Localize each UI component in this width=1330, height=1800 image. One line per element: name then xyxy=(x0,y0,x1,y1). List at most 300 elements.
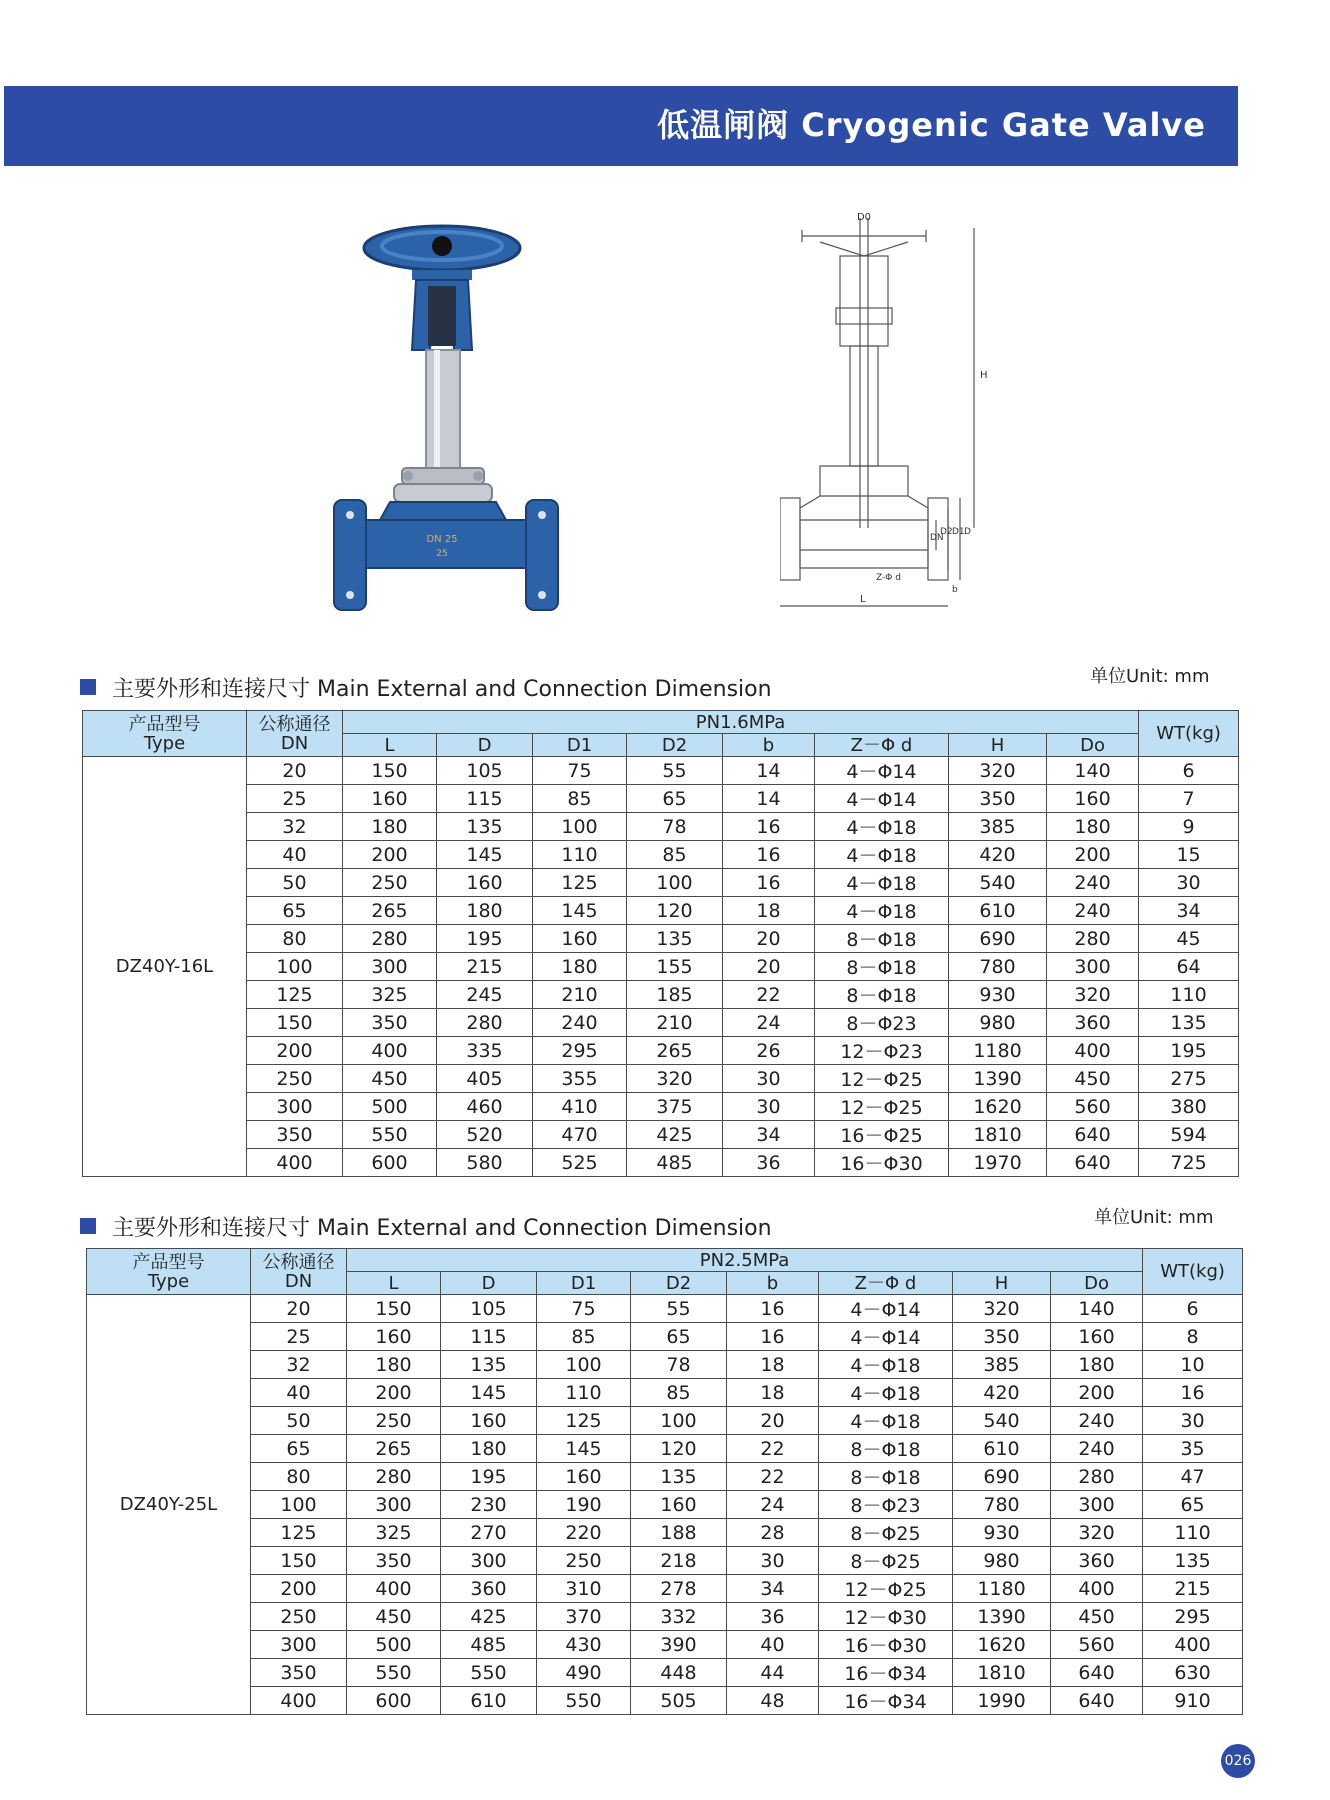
table-cell: 44 xyxy=(727,1659,819,1687)
table-cell: 64 xyxy=(1139,953,1239,981)
table-cell: 18 xyxy=(723,897,815,925)
table-cell: 4－Φ18 xyxy=(819,1407,953,1435)
table-cell: 320 xyxy=(627,1065,723,1093)
table-cell: 180 xyxy=(1047,813,1139,841)
header-d: D xyxy=(437,734,533,757)
table-cell: 725 xyxy=(1139,1149,1239,1177)
table-cell: 385 xyxy=(953,1351,1051,1379)
header-d1: D1 xyxy=(537,1272,631,1295)
table-cell: 250 xyxy=(537,1547,631,1575)
table-cell: 180 xyxy=(343,813,437,841)
table-cell: 135 xyxy=(631,1463,727,1491)
header-b: b xyxy=(727,1272,819,1295)
table-cell: 550 xyxy=(441,1659,537,1687)
table-cell: 22 xyxy=(723,981,815,1009)
table-cell: 300 xyxy=(347,1491,441,1519)
table-row xyxy=(87,1687,1243,1715)
table-cell: 400 xyxy=(1051,1575,1143,1603)
table-cell: 188 xyxy=(631,1519,727,1547)
table-cell: 65 xyxy=(247,897,343,925)
table-cell: 980 xyxy=(953,1547,1051,1575)
section-heading-pn25 xyxy=(80,1209,772,1243)
table-row xyxy=(83,1065,1239,1093)
table-cell: 980 xyxy=(949,1009,1047,1037)
table-cell: 24 xyxy=(727,1491,819,1519)
table-row xyxy=(83,841,1239,869)
unit-label-pn25: 单位Unit: mm xyxy=(1094,1207,1214,1228)
table-cell: 4－Φ18 xyxy=(815,897,949,925)
table-cell: 8－Φ18 xyxy=(819,1463,953,1491)
table-cell: 4－Φ18 xyxy=(819,1351,953,1379)
table-cell: 8 xyxy=(1143,1323,1243,1351)
header-l: L xyxy=(343,734,437,757)
table-cell: 20 xyxy=(727,1407,819,1435)
table-cell: 220 xyxy=(537,1519,631,1547)
header-do: Do xyxy=(1051,1272,1143,1295)
table-cell: 100 xyxy=(627,869,723,897)
table-cell: 8－Φ23 xyxy=(815,1009,949,1037)
table-cell: 505 xyxy=(631,1687,727,1715)
table-row xyxy=(87,1435,1243,1463)
table-cell: 20 xyxy=(723,925,815,953)
body-marking-dn: DN 25 xyxy=(426,534,458,545)
header-weight: WT(kg) xyxy=(1143,1249,1243,1295)
table-cell: 280 xyxy=(1051,1463,1143,1491)
table-cell: 28 xyxy=(727,1519,819,1547)
table-cell: 26 xyxy=(723,1037,815,1065)
table-cell: 16－Φ25 xyxy=(815,1121,949,1149)
table-cell: 332 xyxy=(631,1603,727,1631)
table-cell: 580 xyxy=(437,1149,533,1177)
table-cell: 110 xyxy=(1139,981,1239,1009)
table-cell: 250 xyxy=(343,869,437,897)
table-cell: 16－Φ30 xyxy=(819,1631,953,1659)
table-cell: 280 xyxy=(437,1009,533,1037)
table-cell: 485 xyxy=(627,1149,723,1177)
table-cell: 105 xyxy=(437,757,533,785)
table-cell: 325 xyxy=(343,981,437,1009)
table-cell: 40 xyxy=(251,1379,347,1407)
header-weight: WT(kg) xyxy=(1139,711,1239,757)
table-cell: 1970 xyxy=(949,1149,1047,1177)
header-pressure: PN1.6MPa xyxy=(343,711,1139,734)
table-cell: 12－Φ25 xyxy=(815,1065,949,1093)
table-cell: 265 xyxy=(627,1037,723,1065)
table-row xyxy=(87,1547,1243,1575)
table-row xyxy=(83,953,1239,981)
table-cell: 10 xyxy=(1143,1351,1243,1379)
table-cell: 240 xyxy=(1051,1435,1143,1463)
table-cell: 100 xyxy=(251,1491,347,1519)
valve-photo xyxy=(330,220,580,630)
table-cell: 180 xyxy=(347,1351,441,1379)
table-cell: 594 xyxy=(1139,1121,1239,1149)
table-cell: 385 xyxy=(949,813,1047,841)
table-cell: 210 xyxy=(627,1009,723,1037)
table-cell: 600 xyxy=(347,1687,441,1715)
table-cell: 30 xyxy=(723,1065,815,1093)
table-cell: 16 xyxy=(723,841,815,869)
table-cell: 50 xyxy=(251,1407,347,1435)
table-cell: 150 xyxy=(343,757,437,785)
table-cell: 135 xyxy=(1143,1547,1243,1575)
table-cell: 405 xyxy=(437,1065,533,1093)
table-cell: 125 xyxy=(537,1407,631,1435)
table-cell: 85 xyxy=(631,1379,727,1407)
label-d1: D1 xyxy=(952,527,965,537)
table-cell: 12－Φ30 xyxy=(819,1603,953,1631)
table-cell: 295 xyxy=(1143,1603,1243,1631)
dimension-table-pn25 xyxy=(86,1248,1243,1715)
table-cell: 160 xyxy=(533,925,627,953)
table-cell: 16 xyxy=(723,813,815,841)
table-cell: 320 xyxy=(1047,981,1139,1009)
table-row xyxy=(83,785,1239,813)
bullet-square-icon xyxy=(80,679,96,695)
table-cell: 160 xyxy=(347,1323,441,1351)
header-dn: 公称通径 DN xyxy=(251,1249,347,1295)
table-row xyxy=(83,813,1239,841)
table-cell: 200 xyxy=(347,1379,441,1407)
table-cell: 430 xyxy=(537,1631,631,1659)
table-cell: 230 xyxy=(441,1491,537,1519)
table-cell: 16－Φ34 xyxy=(819,1659,953,1687)
table-cell: 1180 xyxy=(949,1037,1047,1065)
table-cell: 16 xyxy=(727,1323,819,1351)
table-cell: 360 xyxy=(441,1575,537,1603)
header-d2: D2 xyxy=(627,734,723,757)
table-cell: 1620 xyxy=(953,1631,1051,1659)
table-row xyxy=(83,1093,1239,1121)
table-row xyxy=(87,1575,1243,1603)
table-cell: 135 xyxy=(441,1351,537,1379)
table-cell: 12－Φ25 xyxy=(815,1093,949,1121)
table-cell: 4－Φ14 xyxy=(819,1323,953,1351)
label-d2: D2 xyxy=(940,527,953,537)
table-cell: 640 xyxy=(1047,1149,1139,1177)
table-cell: 400 xyxy=(343,1037,437,1065)
table-cell: 16 xyxy=(727,1295,819,1323)
table-cell: 350 xyxy=(949,785,1047,813)
table-cell: 120 xyxy=(631,1435,727,1463)
table-cell: 24 xyxy=(723,1009,815,1037)
table-cell: 560 xyxy=(1051,1631,1143,1659)
table-cell: 450 xyxy=(1047,1065,1139,1093)
table-cell: 25 xyxy=(251,1323,347,1351)
table-cell: 160 xyxy=(441,1407,537,1435)
table-row xyxy=(87,1659,1243,1687)
table-cell: 14 xyxy=(723,757,815,785)
table-cell: 280 xyxy=(343,925,437,953)
table-cell: 110 xyxy=(537,1379,631,1407)
table-cell: 160 xyxy=(437,869,533,897)
header-pressure: PN2.5MPa xyxy=(347,1249,1143,1272)
table-cell: 250 xyxy=(347,1407,441,1435)
table-cell: 150 xyxy=(347,1295,441,1323)
table-cell: 265 xyxy=(343,897,437,925)
table-cell: 200 xyxy=(343,841,437,869)
table-cell: 550 xyxy=(347,1659,441,1687)
table-cell: 34 xyxy=(1139,897,1239,925)
table-cell: 300 xyxy=(343,953,437,981)
table-cell: 490 xyxy=(537,1659,631,1687)
table-cell: 4－Φ18 xyxy=(815,841,949,869)
table-cell: 210 xyxy=(533,981,627,1009)
table-cell: 180 xyxy=(441,1435,537,1463)
table-cell: 110 xyxy=(1143,1519,1243,1547)
table-row xyxy=(87,1379,1243,1407)
label-d0: D0 xyxy=(856,212,872,223)
table-cell: 280 xyxy=(347,1463,441,1491)
table-cell: 47 xyxy=(1143,1463,1243,1491)
table-cell: 125 xyxy=(247,981,343,1009)
table-cell: 250 xyxy=(251,1603,347,1631)
table-row xyxy=(83,1037,1239,1065)
table-row xyxy=(87,1631,1243,1659)
table-cell: 180 xyxy=(437,897,533,925)
table-cell: 300 xyxy=(1047,953,1139,981)
table-cell: 8－Φ18 xyxy=(819,1435,953,1463)
table-cell: 20 xyxy=(247,757,343,785)
table-cell: 85 xyxy=(537,1323,631,1351)
table-cell: 6 xyxy=(1139,757,1239,785)
table-cell: 275 xyxy=(1139,1065,1239,1093)
table-cell: 78 xyxy=(631,1351,727,1379)
table-cell: 270 xyxy=(441,1519,537,1547)
table-cell: 350 xyxy=(953,1323,1051,1351)
table-cell: 8－Φ25 xyxy=(819,1547,953,1575)
table-cell: 34 xyxy=(723,1121,815,1149)
table-cell: 45 xyxy=(1139,925,1239,953)
table-cell: 448 xyxy=(631,1659,727,1687)
table-cell: 4－Φ18 xyxy=(819,1379,953,1407)
table-cell: 350 xyxy=(247,1121,343,1149)
table-cell: 16 xyxy=(723,869,815,897)
table-cell: 160 xyxy=(631,1491,727,1519)
table-cell: 200 xyxy=(1051,1379,1143,1407)
table-cell: 25 xyxy=(247,785,343,813)
table-cell: 195 xyxy=(441,1463,537,1491)
table-cell: 145 xyxy=(537,1435,631,1463)
table-cell: 550 xyxy=(343,1121,437,1149)
table-cell: 380 xyxy=(1139,1093,1239,1121)
table-cell: 240 xyxy=(1047,897,1139,925)
table-row xyxy=(87,1295,1243,1323)
header-type: 产品型号 Type xyxy=(87,1249,251,1295)
table-cell: 320 xyxy=(949,757,1047,785)
table-cell: 640 xyxy=(1051,1687,1143,1715)
table-cell: 400 xyxy=(251,1687,347,1715)
table-cell: 1810 xyxy=(953,1659,1051,1687)
table-cell: 100 xyxy=(247,953,343,981)
table-cell: 48 xyxy=(727,1687,819,1715)
table-cell: 4－Φ14 xyxy=(815,757,949,785)
table-row xyxy=(83,757,1239,785)
table-cell: 400 xyxy=(1047,1037,1139,1065)
table-cell: 145 xyxy=(533,897,627,925)
table-cell: 278 xyxy=(631,1575,727,1603)
table-row xyxy=(87,1491,1243,1519)
table-cell: 180 xyxy=(533,953,627,981)
table-cell: 55 xyxy=(631,1295,727,1323)
table-row xyxy=(83,981,1239,1009)
table-cell: 375 xyxy=(627,1093,723,1121)
table-cell: 8－Φ18 xyxy=(815,953,949,981)
table-cell: 470 xyxy=(533,1121,627,1149)
table-cell: 640 xyxy=(1051,1659,1143,1687)
table-row xyxy=(83,869,1239,897)
table-cell: 36 xyxy=(727,1603,819,1631)
table-cell: 360 xyxy=(1051,1547,1143,1575)
table-cell: 12－Φ25 xyxy=(819,1575,953,1603)
table-cell: 36 xyxy=(723,1149,815,1177)
table-row xyxy=(83,1009,1239,1037)
table-cell: 610 xyxy=(949,897,1047,925)
table-cell: 540 xyxy=(953,1407,1051,1435)
table-row xyxy=(87,1351,1243,1379)
table-cell: 100 xyxy=(631,1407,727,1435)
table-cell: 4－Φ18 xyxy=(815,813,949,841)
table-cell: 18 xyxy=(727,1351,819,1379)
table-cell: 115 xyxy=(437,785,533,813)
header-d2: D2 xyxy=(631,1272,727,1295)
table-cell: 30 xyxy=(1139,869,1239,897)
table-cell: 30 xyxy=(723,1093,815,1121)
table-cell: 75 xyxy=(533,757,627,785)
table-cell: 180 xyxy=(1051,1351,1143,1379)
table-cell: 80 xyxy=(251,1463,347,1491)
table-cell: 135 xyxy=(1139,1009,1239,1037)
page-number: 026 xyxy=(1221,1744,1255,1778)
table-cell: 215 xyxy=(1143,1575,1243,1603)
table-cell: 200 xyxy=(251,1575,347,1603)
table-row xyxy=(87,1323,1243,1351)
table-row xyxy=(83,925,1239,953)
table-cell: 450 xyxy=(347,1603,441,1631)
table-cell: 12－Φ23 xyxy=(815,1037,949,1065)
table-cell: 200 xyxy=(247,1037,343,1065)
table-cell: 370 xyxy=(537,1603,631,1631)
table-cell: 160 xyxy=(1047,785,1139,813)
table-cell: 65 xyxy=(627,785,723,813)
table-cell: 100 xyxy=(537,1351,631,1379)
table-cell: 425 xyxy=(627,1121,723,1149)
table-cell: 185 xyxy=(627,981,723,1009)
table-cell: 1180 xyxy=(953,1575,1051,1603)
table-cell: 50 xyxy=(247,869,343,897)
table-cell: 35 xyxy=(1143,1435,1243,1463)
table-cell: 280 xyxy=(1047,925,1139,953)
table-cell: 110 xyxy=(533,841,627,869)
table-cell: 500 xyxy=(343,1093,437,1121)
table-cell: 195 xyxy=(437,925,533,953)
table-cell: 425 xyxy=(441,1603,537,1631)
table-cell: 195 xyxy=(1139,1037,1239,1065)
table-cell: 400 xyxy=(347,1575,441,1603)
header-d: D xyxy=(441,1272,537,1295)
table-cell: 910 xyxy=(1143,1687,1243,1715)
table-cell: 310 xyxy=(537,1575,631,1603)
table-cell: 75 xyxy=(537,1295,631,1323)
table-cell: 22 xyxy=(727,1435,819,1463)
table-cell: 30 xyxy=(1143,1407,1243,1435)
table-cell: 1390 xyxy=(949,1065,1047,1093)
table-cell: 640 xyxy=(1047,1121,1139,1149)
table-cell: 120 xyxy=(627,897,723,925)
table-cell: 160 xyxy=(537,1463,631,1491)
table-cell: 930 xyxy=(949,981,1047,1009)
table-cell: 20 xyxy=(251,1295,347,1323)
table-cell: 930 xyxy=(953,1519,1051,1547)
table-cell: 65 xyxy=(631,1323,727,1351)
bullet-square-icon xyxy=(80,1218,96,1234)
section-title: 主要外形和连接尺寸 Main External and Connection Dimension xyxy=(112,676,772,702)
table-cell: 520 xyxy=(437,1121,533,1149)
model-type-cell: DZ40Y-25L xyxy=(87,1295,251,1715)
table-cell: 400 xyxy=(1143,1631,1243,1659)
table-row xyxy=(87,1603,1243,1631)
table-cell: 115 xyxy=(441,1323,537,1351)
table-cell: 15 xyxy=(1139,841,1239,869)
table-cell: 320 xyxy=(1051,1519,1143,1547)
dimension-table-pn16 xyxy=(82,710,1239,1177)
label-b: b xyxy=(952,585,958,595)
table-cell: 240 xyxy=(1051,1407,1143,1435)
table-cell: 1390 xyxy=(953,1603,1051,1631)
label-dn: DN xyxy=(930,533,944,543)
table-cell: 240 xyxy=(1047,869,1139,897)
table-cell: 500 xyxy=(347,1631,441,1659)
table-cell: 410 xyxy=(533,1093,627,1121)
header-dn: 公称通径 DN xyxy=(247,711,343,757)
section-title: 主要外形和连接尺寸 Main External and Connection Dimension xyxy=(112,1215,772,1241)
table-cell: 32 xyxy=(247,813,343,841)
table-cell: 320 xyxy=(953,1295,1051,1323)
table-cell: 420 xyxy=(949,841,1047,869)
table-cell: 150 xyxy=(251,1547,347,1575)
section-heading-pn16 xyxy=(80,670,772,704)
header-h: H xyxy=(953,1272,1051,1295)
table-cell: 630 xyxy=(1143,1659,1243,1687)
table-cell: 300 xyxy=(251,1631,347,1659)
table-cell: 40 xyxy=(247,841,343,869)
table-cell: 125 xyxy=(251,1519,347,1547)
header-z-phi-d: Z－Φ d xyxy=(819,1272,953,1295)
header-b: b xyxy=(723,734,815,757)
table-cell: 460 xyxy=(437,1093,533,1121)
table-cell: 600 xyxy=(343,1149,437,1177)
table-cell: 14 xyxy=(723,785,815,813)
table-cell: 610 xyxy=(441,1687,537,1715)
table-cell: 135 xyxy=(437,813,533,841)
table-cell: 690 xyxy=(949,925,1047,953)
table-cell: 265 xyxy=(347,1435,441,1463)
table-cell: 145 xyxy=(441,1379,537,1407)
table-cell: 485 xyxy=(441,1631,537,1659)
table-cell: 8－Φ25 xyxy=(819,1519,953,1547)
header-do: Do xyxy=(1047,734,1139,757)
table-row xyxy=(87,1463,1243,1491)
table-cell: 16－Φ30 xyxy=(815,1149,949,1177)
table-cell: 190 xyxy=(537,1491,631,1519)
table-cell: 135 xyxy=(627,925,723,953)
table-cell: 350 xyxy=(347,1547,441,1575)
table-cell: 1990 xyxy=(953,1687,1051,1715)
table-cell: 540 xyxy=(949,869,1047,897)
table-cell: 85 xyxy=(533,785,627,813)
table-cell: 245 xyxy=(437,981,533,1009)
table-cell: 7 xyxy=(1139,785,1239,813)
